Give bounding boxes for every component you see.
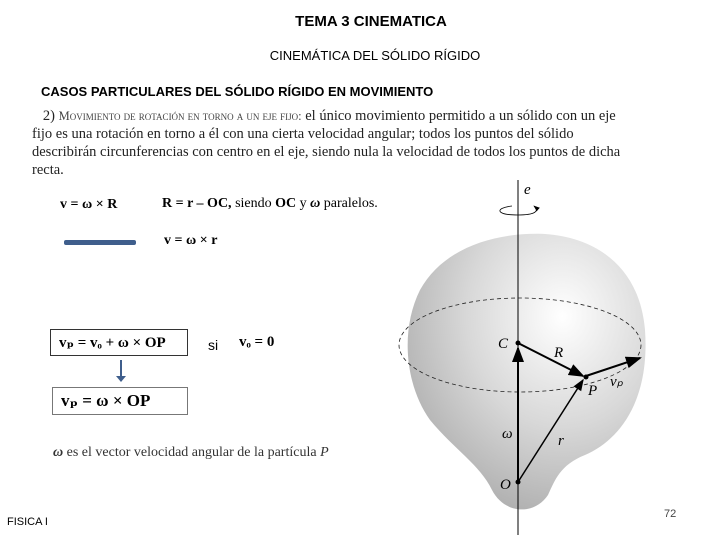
- page-number: 72: [664, 508, 677, 520]
- equation-v-omega-R: v = ω × R: [60, 197, 118, 212]
- R-def-text: siendo: [231, 196, 276, 211]
- point-O: [516, 480, 521, 485]
- O-label: O: [500, 477, 511, 493]
- point-C: [516, 341, 521, 346]
- paragraph-body: el único movimiento permitido a un sólido con un eje fijo es una rotación en torno a él con una cierta velocidad angular; todos los puntos del sólido describirán circunferencias con centro en el eje, siendo nula la velocidad de todos los puntos de dicha recta.: [32, 108, 621, 178]
- particle-P: P: [320, 445, 329, 460]
- parallel-text: paralelos.: [320, 196, 378, 211]
- paragraph-number: 2): [42, 108, 55, 124]
- and: y: [296, 196, 311, 211]
- equation-v-omega-r: v = ω × r: [164, 233, 218, 248]
- si-label: si: [208, 337, 219, 353]
- omega-symbol: ω: [53, 445, 64, 460]
- R-label: R: [554, 345, 564, 361]
- equation-vo-zero: vₒ = 0: [239, 334, 275, 350]
- slide-subtitle: CINEMÁTICA DEL SÓLIDO RÍGIDO: [269, 48, 481, 63]
- r-label: r: [558, 433, 564, 449]
- omega: ω: [310, 196, 321, 211]
- omega-label: ω: [502, 426, 513, 442]
- P-label: P: [588, 383, 598, 399]
- point-P: [584, 375, 589, 380]
- axis-label: e: [524, 182, 531, 198]
- section-heading: CASOS PARTICULARES DEL SÓLIDO RÍGIDO EN MOVIMIENTO: [41, 84, 434, 99]
- equation-vp-general: vₚ = vₒ + ω × OP: [50, 329, 188, 356]
- R-def: R = r – OC,: [162, 196, 232, 211]
- slide-title: TEMA 3 CINEMATICA: [295, 13, 447, 30]
- vp-label: vₚ: [610, 374, 624, 390]
- OC: OC: [275, 196, 297, 211]
- paragraph-heading: Movimiento de rotación en torno a un eje fijo:: [58, 109, 302, 123]
- equation-vp-result: vₚ = ω × OP: [52, 387, 188, 415]
- course-label: FISICA I: [7, 516, 48, 528]
- C-label: C: [498, 336, 509, 352]
- omega-desc-text: es el vector velocidad angular de la partícula: [63, 445, 321, 460]
